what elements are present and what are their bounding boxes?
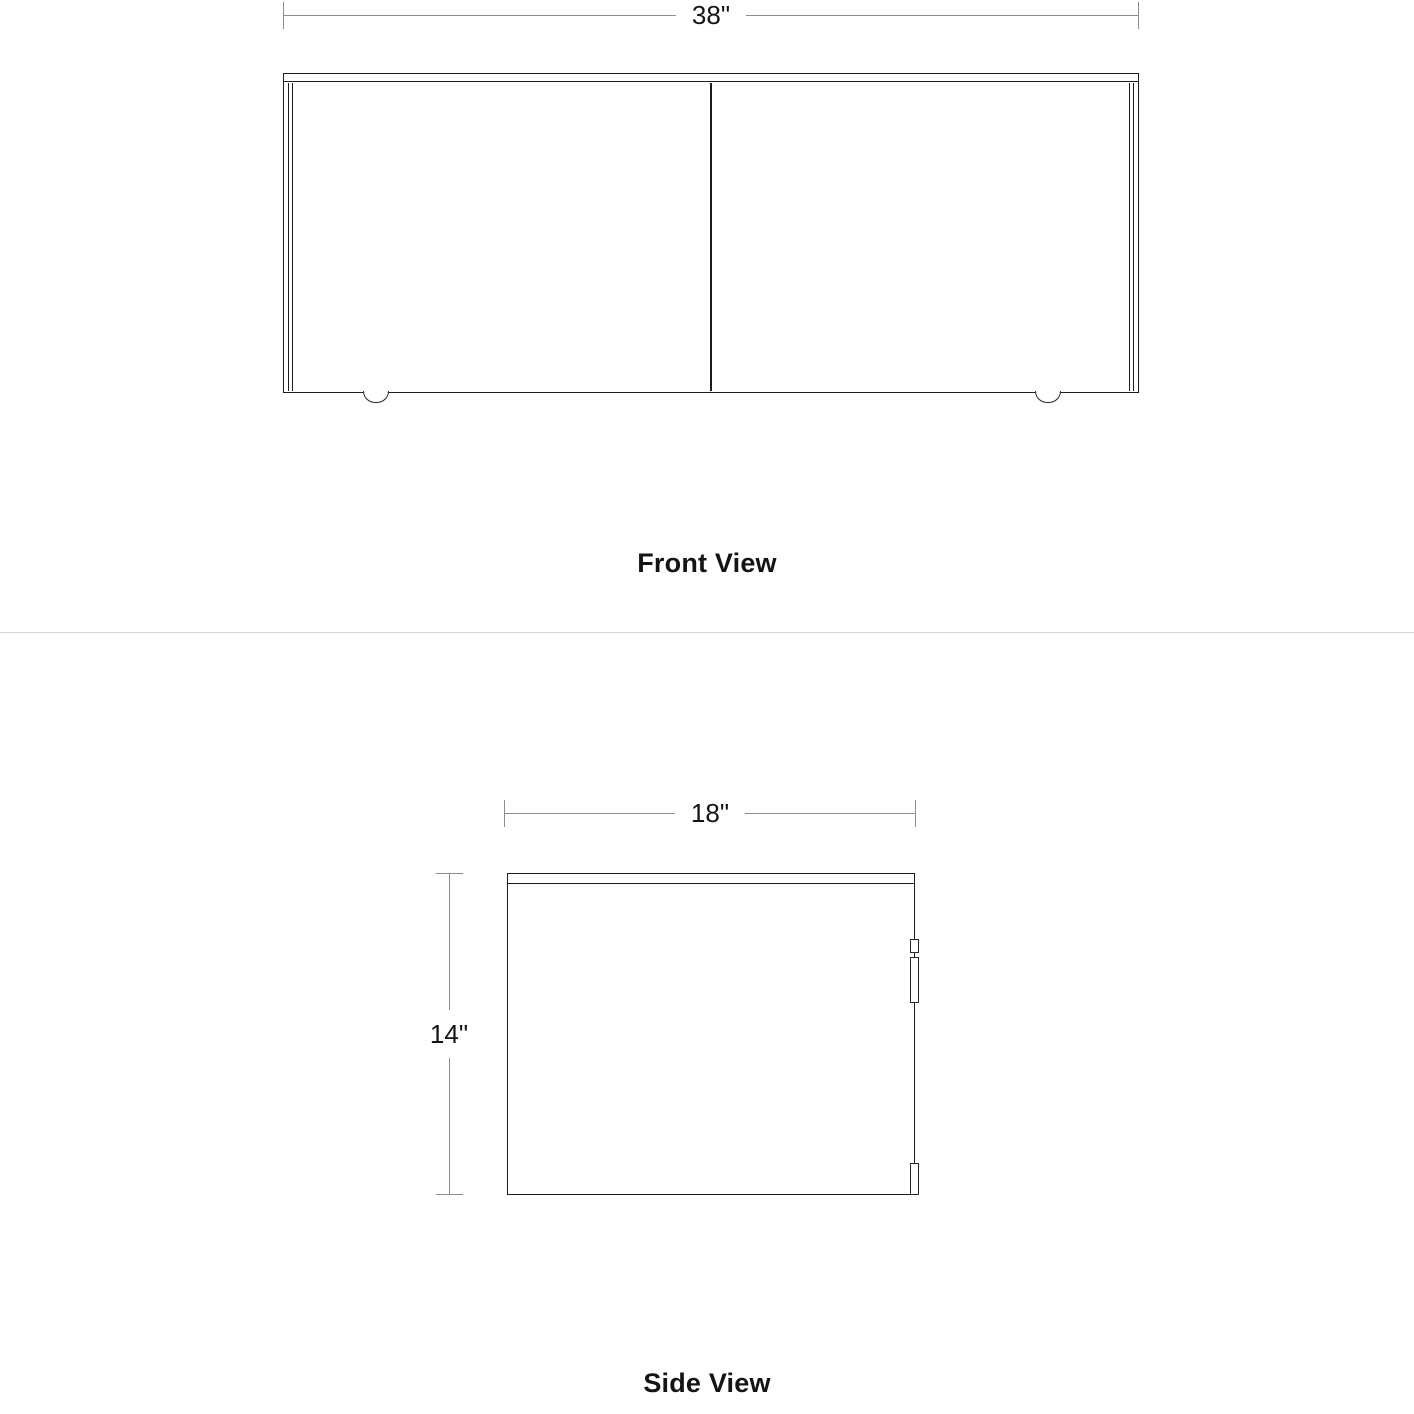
side-depth-dimension [504, 798, 916, 828]
side-cabinet-body [507, 884, 915, 1195]
side-hinge-lower [910, 1163, 919, 1195]
side-top-panel [507, 873, 915, 884]
front-left-side-rail [288, 83, 293, 391]
front-door-divider [710, 83, 712, 391]
dimension-tick-start [283, 2, 284, 29]
front-right-side-rail [1129, 83, 1134, 391]
side-height-label: 14" [430, 1010, 468, 1058]
side-view-caption: Side View [643, 1368, 771, 1398]
dimension-tick-end [436, 1194, 463, 1195]
side-view-drawing [507, 873, 919, 1195]
side-view-panel [0, 633, 1414, 1414]
front-view-caption: Front View [637, 548, 777, 578]
front-top-panel [283, 73, 1139, 82]
front-view-drawing [283, 73, 1139, 393]
side-height-dimension [429, 873, 469, 1195]
front-foot-right [1035, 391, 1061, 403]
side-hinge-upper [910, 957, 919, 1003]
dimension-tick-start [504, 800, 505, 827]
front-width-dimension [283, 0, 1139, 30]
dimension-tick-end [1138, 2, 1139, 29]
front-view-panel [0, 0, 1414, 632]
front-width-label: 38" [676, 0, 746, 30]
dimension-tick-end [915, 800, 916, 827]
front-foot-left [363, 391, 389, 403]
dimension-tick-start [436, 873, 463, 874]
side-depth-label: 18" [675, 798, 745, 828]
side-hinge-upper-small [910, 939, 919, 953]
